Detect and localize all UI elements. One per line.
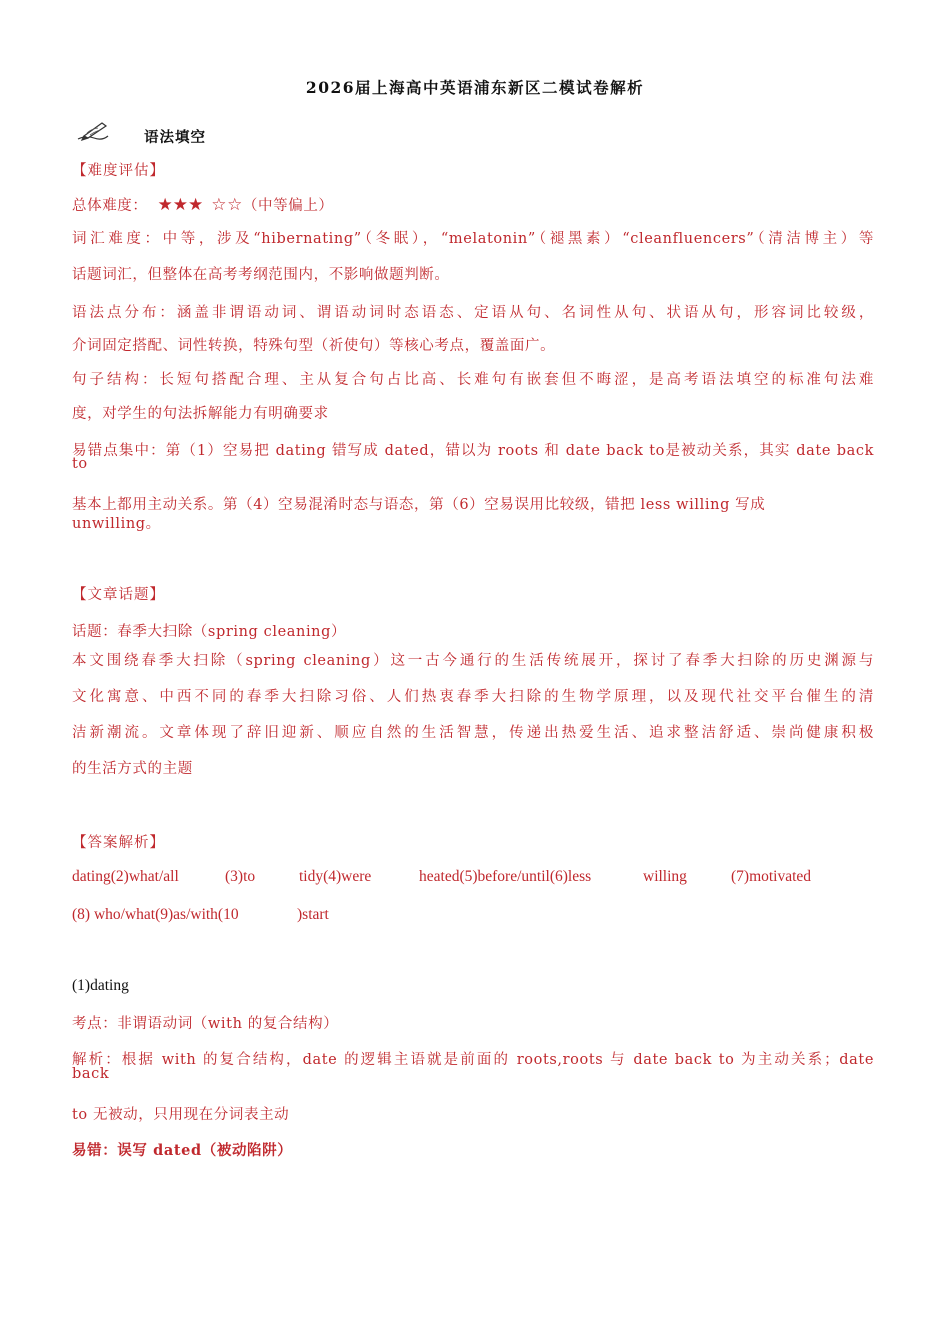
answer-row-1-item: dating(2)what/all xyxy=(72,868,179,885)
topic-heading: 【文章话题】 xyxy=(72,587,165,603)
answer-row-1-item: (3)to xyxy=(225,868,256,885)
section-label: 语法填空 xyxy=(144,129,206,146)
q1-analysis-line-2: to 无被动，只用现在分词表主动 xyxy=(72,1107,290,1123)
errors-line-2: 基本上都用主动关系。第（4）空易混淆时态与语态，第（6）空易误用比较级，错把 less willing 写成 xyxy=(72,497,766,513)
structure-line-1: 句子结构：长短句搭配合理、主从复合句占比高、长难句有嵌套但不晦涩，是高考语法填空的标准句法难 xyxy=(72,372,874,388)
topic-para-line-4: 的生活方式的主题 xyxy=(72,761,193,777)
empty-stars-icon: ☆☆ xyxy=(211,195,243,215)
overall-difficulty xyxy=(72,194,334,215)
q1-analysis-line-1-wrap: back xyxy=(72,1066,110,1082)
page-title: 2026届上海高中英语浦东新区二模试卷解析 xyxy=(305,78,645,97)
structure-line-2: 度，对学生的句法拆解能力有明确要求 xyxy=(72,406,329,422)
topic-para-line-3: 洁新潮流。文章体现了辞旧迎新、顺应自然的生活智慧，传递出热爱生活、追求整洁舒适、崇尚健康积极 xyxy=(72,725,874,741)
grammar-line-2: 介词固定搭配、词性转换，特殊句型（祈使句）等核心考点，覆盖面广。 xyxy=(72,338,556,354)
vocab-line-1: 词汇难度：中等，涉及“hibernating”（冬眠），“melatonin”（褪黑素）“cleanfluencers”（清洁博主）等 xyxy=(72,231,874,247)
topic-para-line-2: 文化寓意、中西不同的春季大扫除习俗、人们热衷春季大扫除的生物学原理，以及现代社交平台催生的清 xyxy=(72,689,874,705)
topic-para-line-1: 本文围绕春季大扫除（spring cleaning）这一古今通行的生活传统展开，探讨了春季大扫除的历史渊源与 xyxy=(72,653,874,669)
q1-point: 考点：非谓语动词（with 的复合结构） xyxy=(72,1016,339,1032)
q1-trap: 易错：误写 dated（被动陷阱） xyxy=(72,1142,293,1159)
grammar-line-1: 语法点分布：涵盖非谓语动词、谓语动词时态语态、定语从句、名词性从句、状语从句，形容词比较级， xyxy=(72,305,874,321)
answers-heading: 【答案解析】 xyxy=(72,835,165,851)
topic-line: 话题：春季大扫除（spring cleaning） xyxy=(72,624,347,640)
overall-note: （中等偏上） xyxy=(242,198,334,214)
errors-line-1: 易错点集中：第（1）空易把 dating 错写成 dated，错以为 roots 和 date back to是被动关系，其实 date back xyxy=(72,443,874,459)
answer-row-1-item: heated(5)before/until(6)less xyxy=(419,868,592,885)
difficulty-heading: 【难度评估】 xyxy=(72,163,165,179)
pen-writing-icon xyxy=(76,119,110,143)
answer-row-1-item: willing xyxy=(643,868,687,885)
filled-stars-icon: ★★★ xyxy=(157,195,204,215)
answer-row-2-item: )start xyxy=(297,906,329,923)
vocab-line-2: 话题词汇，但整体在高考考纲范围内，不影响做题判断。 xyxy=(72,267,450,283)
q1-analysis-line-1: 解析：根据 with 的复合结构，date 的逻辑主语就是前面的 roots,roots 与 date back to 为主动关系；date xyxy=(72,1052,874,1068)
answer-row-1-item: (7)motivated xyxy=(731,868,812,885)
q1-title: (1)dating xyxy=(72,977,129,994)
answer-row-2-item: (8) who/what(9)as/with(10 xyxy=(72,906,239,923)
answer-row-1-item: tidy(4)were xyxy=(299,868,372,885)
errors-line-2-wrap: unwilling。 xyxy=(72,516,161,532)
overall-label: 总体难度： xyxy=(72,198,148,214)
errors-line-1-wrap: to xyxy=(72,456,88,472)
